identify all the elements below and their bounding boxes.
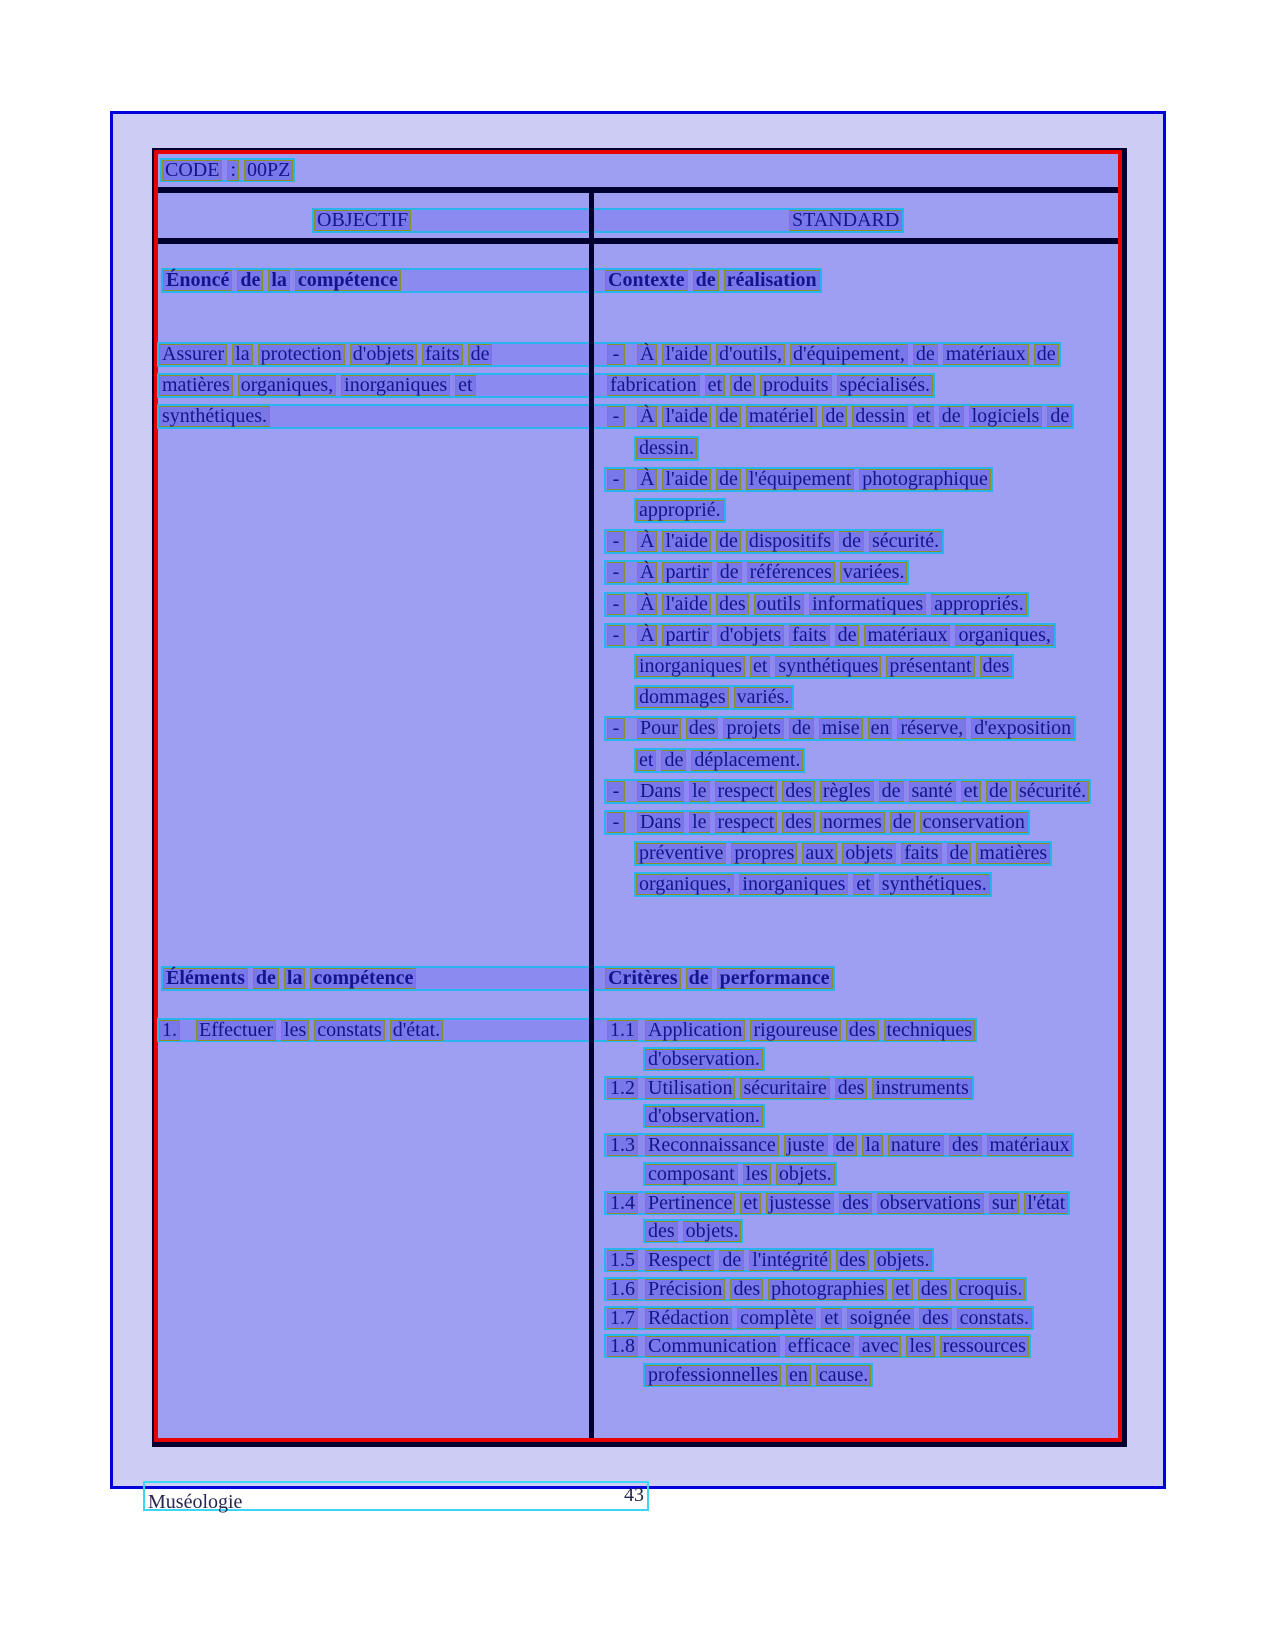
ocr-word-section-heading: Contexte <box>605 270 688 291</box>
ocr-word-context: des <box>782 812 815 833</box>
ocr-word-context: variés. <box>734 687 793 708</box>
ocr-word-criterion: photographies <box>768 1279 887 1300</box>
ocr-word-context: références <box>747 562 835 583</box>
ocr-line-box <box>604 592 1029 617</box>
criterion-number: 1.5 <box>607 1250 638 1271</box>
ocr-line-box <box>643 1162 837 1186</box>
ocr-word-context: aux <box>802 843 837 864</box>
ocr-word-criterion: matériaux <box>987 1135 1073 1156</box>
ocr-word-statement: inorganiques <box>341 375 450 396</box>
ocr-word-section-heading: de <box>693 270 719 291</box>
ocr-word-criterion: objets. <box>874 1250 933 1271</box>
ocr-word-criterion: les <box>906 1336 934 1357</box>
ocr-word-criterion: complète <box>737 1308 816 1329</box>
ocr-word-context: l'aide <box>662 531 710 552</box>
ocr-line-box <box>604 810 1030 835</box>
ocr-word-context: dispositifs <box>746 531 834 552</box>
ocr-word-context: appropriés. <box>931 594 1026 615</box>
ocr-word-criterion: sécuritaire <box>740 1078 829 1099</box>
ocr-word-context: de <box>913 344 938 365</box>
ocr-word-context: projets <box>723 718 783 739</box>
ocr-word-context: et <box>705 375 725 396</box>
ocr-word-context: de <box>890 812 915 833</box>
ocr-line-box <box>604 1248 934 1272</box>
ocr-word-criterion: soignée <box>847 1308 914 1329</box>
ocr-word-statement: matières <box>159 375 233 396</box>
ocr-word-context: de <box>717 562 742 583</box>
ocr-word-statement: synthétiques. <box>159 406 270 427</box>
ocr-word-context: À <box>637 625 657 646</box>
ocr-line-box <box>157 373 935 398</box>
ocr-word-section-heading: Éléments <box>163 968 248 989</box>
ocr-word-context: de <box>716 469 741 490</box>
ocr-word-criterion: de <box>719 1250 744 1271</box>
ocr-line-box <box>634 841 1052 866</box>
ocr-line-box <box>643 1104 765 1128</box>
ocr-word-context: et <box>961 781 981 802</box>
ocr-word-criterion: instruments <box>872 1078 971 1099</box>
ocr-word-context: photographique <box>859 469 991 490</box>
ocr-word-context: déplacement. <box>691 750 803 771</box>
ocr-word-criterion: les <box>743 1164 771 1185</box>
ocr-word-criterion: constats. <box>957 1308 1032 1329</box>
ocr-word-context: de <box>789 718 814 739</box>
ocr-line-box <box>634 685 794 710</box>
ocr-word-criterion: nature <box>888 1135 944 1156</box>
ocr-word-section-heading: Énoncé <box>163 270 232 291</box>
ocr-word-context: sécurité. <box>1016 781 1089 802</box>
ocr-word-statement: d'objets <box>350 344 417 365</box>
ocr-word-criterion: l'intégrité <box>749 1250 831 1271</box>
ocr-word-element: Effectuer <box>196 1020 276 1041</box>
ocr-word-context: matériel <box>746 406 818 427</box>
ocr-word-statement: protection <box>258 344 345 365</box>
ocr-word-column-header: STANDARD <box>789 210 902 231</box>
ocr-word-section-heading: de <box>253 968 279 989</box>
ocr-word-criterion: de <box>833 1135 858 1156</box>
bullet-dash-marker: - <box>607 531 625 552</box>
ocr-word-context: fabrication <box>607 375 700 396</box>
ocr-word-criterion: Pertinence <box>645 1193 735 1214</box>
ocr-word-context: dessin <box>852 406 908 427</box>
ocr-word-context: À <box>637 469 657 490</box>
bullet-dash-marker: - <box>607 469 625 490</box>
ocr-word-context: respect <box>715 812 778 833</box>
ocr-word-code: : <box>227 160 239 181</box>
bullet-dash-marker: - <box>607 812 625 833</box>
ocr-word-criterion: cause. <box>816 1365 871 1386</box>
ocr-word-context: des <box>782 781 815 802</box>
ocr-word-criterion: efficace <box>785 1336 854 1357</box>
table-column-divider <box>589 187 594 1438</box>
ocr-word-context: de <box>835 625 860 646</box>
ocr-word-context: le <box>689 781 709 802</box>
criterion-number: 1.7 <box>607 1308 638 1329</box>
ocr-word-criterion: des <box>836 1250 869 1271</box>
ocr-word-context: l'aide <box>662 594 710 615</box>
ocr-word-context: partir <box>662 562 711 583</box>
criterion-number: 1.6 <box>607 1279 638 1300</box>
ocr-word-context: présentant <box>886 656 974 677</box>
ocr-word-context: l'équipement <box>746 469 854 490</box>
ocr-word-statement: organiques, <box>238 375 336 396</box>
footer-line-box <box>143 1481 649 1511</box>
ocr-word-context: et <box>853 874 873 895</box>
ocr-word-criterion: des <box>730 1279 763 1300</box>
ocr-line-box <box>604 1076 974 1100</box>
ocr-word-criterion: Utilisation <box>645 1078 735 1099</box>
ocr-word-context: synthétiques. <box>879 874 990 895</box>
ocr-word-criterion: observations <box>877 1193 984 1214</box>
ocr-line-box <box>312 208 904 233</box>
ocr-word-code: CODE <box>162 160 222 181</box>
ocr-word-context: outils <box>754 594 804 615</box>
ocr-word-context: de <box>986 781 1011 802</box>
ocr-word-context: le <box>689 812 709 833</box>
ocr-line-box <box>604 529 944 554</box>
ocr-word-context: Dans <box>637 812 684 833</box>
ocr-word-element: les <box>281 1020 309 1041</box>
ocr-word-context: en <box>868 718 893 739</box>
ocr-word-criterion: techniques <box>884 1020 976 1041</box>
ocr-word-context: d'objets <box>717 625 784 646</box>
ocr-line-box <box>634 748 805 773</box>
bullet-dash-marker: - <box>607 562 625 583</box>
ocr-word-context: Pour <box>637 718 681 739</box>
ocr-line-box <box>604 1334 1031 1358</box>
ocr-line-box <box>604 1277 1027 1301</box>
ocr-word-context: inorganiques <box>636 656 745 677</box>
ocr-word-context: de <box>730 375 755 396</box>
ocr-word-section-heading: de <box>686 968 712 989</box>
ocr-word-criterion: la <box>862 1135 882 1156</box>
criterion-number: 1.1 <box>607 1020 638 1041</box>
ocr-word-context: l'aide <box>662 469 710 490</box>
ocr-word-statement: faits <box>422 344 462 365</box>
table-divider-under-header-row <box>158 238 1118 244</box>
ocr-line-box <box>604 1191 1070 1215</box>
ocr-word-context: de <box>716 406 741 427</box>
ocr-line-box <box>160 158 295 182</box>
ocr-word-criterion: objets. <box>776 1164 835 1185</box>
ocr-word-context: de <box>661 750 686 771</box>
ocr-word-section-heading: de <box>237 270 263 291</box>
ocr-word-section-heading: la <box>268 270 290 291</box>
ocr-word-criterion: d'observation. <box>645 1049 763 1070</box>
ocr-word-context: À <box>637 406 657 427</box>
ocr-word-context: et <box>636 750 656 771</box>
bullet-dash-marker: - <box>607 625 625 646</box>
ocr-word-section-heading: performance <box>717 968 833 989</box>
ocr-line-box <box>643 1047 765 1071</box>
criterion-number: 1.3 <box>607 1135 638 1156</box>
ocr-word-criterion: d'observation. <box>645 1106 763 1127</box>
table-divider-under-code-row <box>158 187 1118 193</box>
bullet-dash-marker: - <box>607 718 625 739</box>
ocr-word-criterion: Communication <box>645 1336 780 1357</box>
ocr-word-statement: Assurer <box>159 344 227 365</box>
ocr-word-criterion: des <box>846 1020 879 1041</box>
ocr-word-context: l'aide <box>662 344 710 365</box>
ocr-word-context: de <box>839 531 864 552</box>
ocr-word-criterion: des <box>839 1193 872 1214</box>
ocr-line-box <box>604 779 1091 804</box>
ocr-word-criterion: Respect <box>645 1250 714 1271</box>
ocr-word-context: l'aide <box>662 406 710 427</box>
ocr-word-criterion: Rédaction <box>645 1308 732 1329</box>
ocr-word-criterion: ressources <box>940 1336 1029 1357</box>
ocr-word-context: matériaux <box>943 344 1029 365</box>
ocr-word-context: de <box>939 406 964 427</box>
ocr-word-statement: la <box>232 344 252 365</box>
ocr-word-criterion: des <box>919 1308 952 1329</box>
ocr-word-context: approprié. <box>636 500 724 521</box>
bullet-dash-marker: - <box>607 406 625 427</box>
ocr-word-context: préventive <box>636 843 726 864</box>
ocr-word-context: logiciels <box>969 406 1043 427</box>
ocr-line-box <box>604 560 909 585</box>
ocr-word-criterion: sur <box>989 1193 1019 1214</box>
ocr-word-context: dommages <box>636 687 729 708</box>
ocr-word-criterion: en <box>786 1365 811 1386</box>
ocr-word-context: et <box>750 656 770 677</box>
criterion-number: 1.4 <box>607 1193 638 1214</box>
footer-document-title: Muséologie <box>148 1491 243 1513</box>
ocr-word-context: produits <box>760 375 832 396</box>
ocr-word-criterion: des <box>918 1279 951 1300</box>
ocr-word-criterion: croquis. <box>956 1279 1026 1300</box>
ocr-word-context: sécurité. <box>869 531 942 552</box>
ocr-word-context: réserve, <box>897 718 966 739</box>
ocr-word-criterion: composant <box>645 1164 738 1185</box>
ocr-word-criterion: Reconnaissance <box>645 1135 779 1156</box>
ocr-word-context: de <box>1047 406 1072 427</box>
ocr-word-context: faits <box>789 625 829 646</box>
ocr-word-criterion: rigoureuse <box>750 1020 840 1041</box>
ocr-line-box <box>604 1133 1074 1157</box>
ocr-line-box <box>604 623 1056 648</box>
ocr-word-statement: de <box>468 344 493 365</box>
ocr-line-box <box>634 498 726 523</box>
criterion-number: 1.8 <box>607 1336 638 1357</box>
ocr-word-criterion: avec <box>859 1336 902 1357</box>
footer-page-number: 43 <box>624 1484 644 1506</box>
ocr-word-context: informatiques <box>809 594 926 615</box>
ocr-line-box <box>634 654 1014 679</box>
ocr-word-context: synthétiques <box>775 656 881 677</box>
ocr-line-box <box>634 436 699 461</box>
ocr-word-context: des <box>716 594 749 615</box>
ocr-word-context: matériaux <box>864 625 950 646</box>
ocr-line-box <box>157 342 1061 367</box>
ocr-word-criterion: professionnelles <box>645 1365 781 1386</box>
ocr-word-context: objets <box>842 843 896 864</box>
ocr-word-section-heading: la <box>284 968 306 989</box>
ocr-word-context: d'exposition <box>971 718 1074 739</box>
ocr-word-criterion: Précision <box>645 1279 725 1300</box>
ocr-word-column-header: OBJECTIF <box>314 210 411 231</box>
ocr-line-box <box>604 716 1076 741</box>
ocr-word-criterion: l'état <box>1024 1193 1068 1214</box>
ocr-line-box <box>634 872 992 897</box>
ocr-word-criterion: et <box>740 1193 760 1214</box>
ocr-word-element: d'état. <box>390 1020 443 1041</box>
ocr-line-box <box>157 404 1074 429</box>
ocr-line-box <box>643 1219 743 1243</box>
ocr-word-context: respect <box>715 781 778 802</box>
ocr-word-context: matières <box>976 843 1050 864</box>
ocr-word-context: et <box>913 406 933 427</box>
ocr-word-context: dessin. <box>636 438 697 459</box>
ocr-word-criterion: et <box>821 1308 841 1329</box>
ocr-word-section-heading: compétence <box>310 968 416 989</box>
ocr-word-context: propres <box>731 843 797 864</box>
ocr-word-element: constats <box>314 1020 384 1041</box>
ocr-line-box <box>157 1018 977 1042</box>
ocr-word-context: spécialisés. <box>837 375 934 396</box>
ocr-word-context: organiques, <box>955 625 1053 646</box>
bullet-dash-marker: - <box>607 344 625 365</box>
ocr-word-criterion: et <box>892 1279 912 1300</box>
ocr-word-context: de <box>716 531 741 552</box>
ocr-line-box <box>161 966 835 991</box>
ocr-word-context: À <box>637 594 657 615</box>
ocr-word-context: de <box>1034 344 1059 365</box>
ocr-word-section-heading: réalisation <box>724 270 820 291</box>
ocr-word-context: conservation <box>920 812 1028 833</box>
ocr-word-context: mise <box>819 718 863 739</box>
element-number: 1. <box>159 1020 180 1041</box>
ocr-word-context: santé <box>909 781 956 802</box>
ocr-word-context: de <box>822 406 847 427</box>
ocr-word-context: d'outils, <box>716 344 785 365</box>
ocr-word-context: organiques, <box>636 874 734 895</box>
ocr-line-box <box>604 1306 1034 1330</box>
ocr-word-context: d'équipement, <box>790 344 908 365</box>
bullet-dash-marker: - <box>607 781 625 802</box>
ocr-word-context: de <box>879 781 904 802</box>
ocr-word-section-heading: Critères <box>605 968 681 989</box>
ocr-word-context: À <box>637 344 657 365</box>
ocr-word-context: faits <box>901 843 941 864</box>
ocr-line-box <box>161 268 822 293</box>
ocr-word-criterion: juste <box>784 1135 828 1156</box>
ocr-word-context: inorganiques <box>739 874 848 895</box>
ocr-word-criterion: des <box>949 1135 982 1156</box>
ocr-line-box <box>643 1363 873 1387</box>
ocr-word-context: variées. <box>840 562 908 583</box>
ocr-word-section-heading: compétence <box>295 270 401 291</box>
ocr-word-context: de <box>947 843 972 864</box>
ocr-word-context: des <box>980 656 1013 677</box>
ocr-word-context: des <box>686 718 719 739</box>
ocr-word-criterion: des <box>645 1221 678 1242</box>
ocr-word-criterion: des <box>835 1078 868 1099</box>
ocr-word-context: À <box>637 531 657 552</box>
ocr-word-criterion: justesse <box>766 1193 834 1214</box>
ocr-word-context: partir <box>662 625 711 646</box>
ocr-word-context: Dans <box>637 781 684 802</box>
ocr-line-box <box>604 467 993 492</box>
criterion-number: 1.2 <box>607 1078 638 1099</box>
ocr-word-context: À <box>637 562 657 583</box>
ocr-word-criterion: objets. <box>683 1221 742 1242</box>
ocr-word-context: normes <box>820 812 885 833</box>
ocr-word-code: 00PZ <box>244 160 293 181</box>
ocr-word-context: règles <box>820 781 874 802</box>
ocr-word-statement: et <box>455 375 475 396</box>
bullet-dash-marker: - <box>607 594 625 615</box>
ocr-word-criterion: Application <box>645 1020 745 1041</box>
